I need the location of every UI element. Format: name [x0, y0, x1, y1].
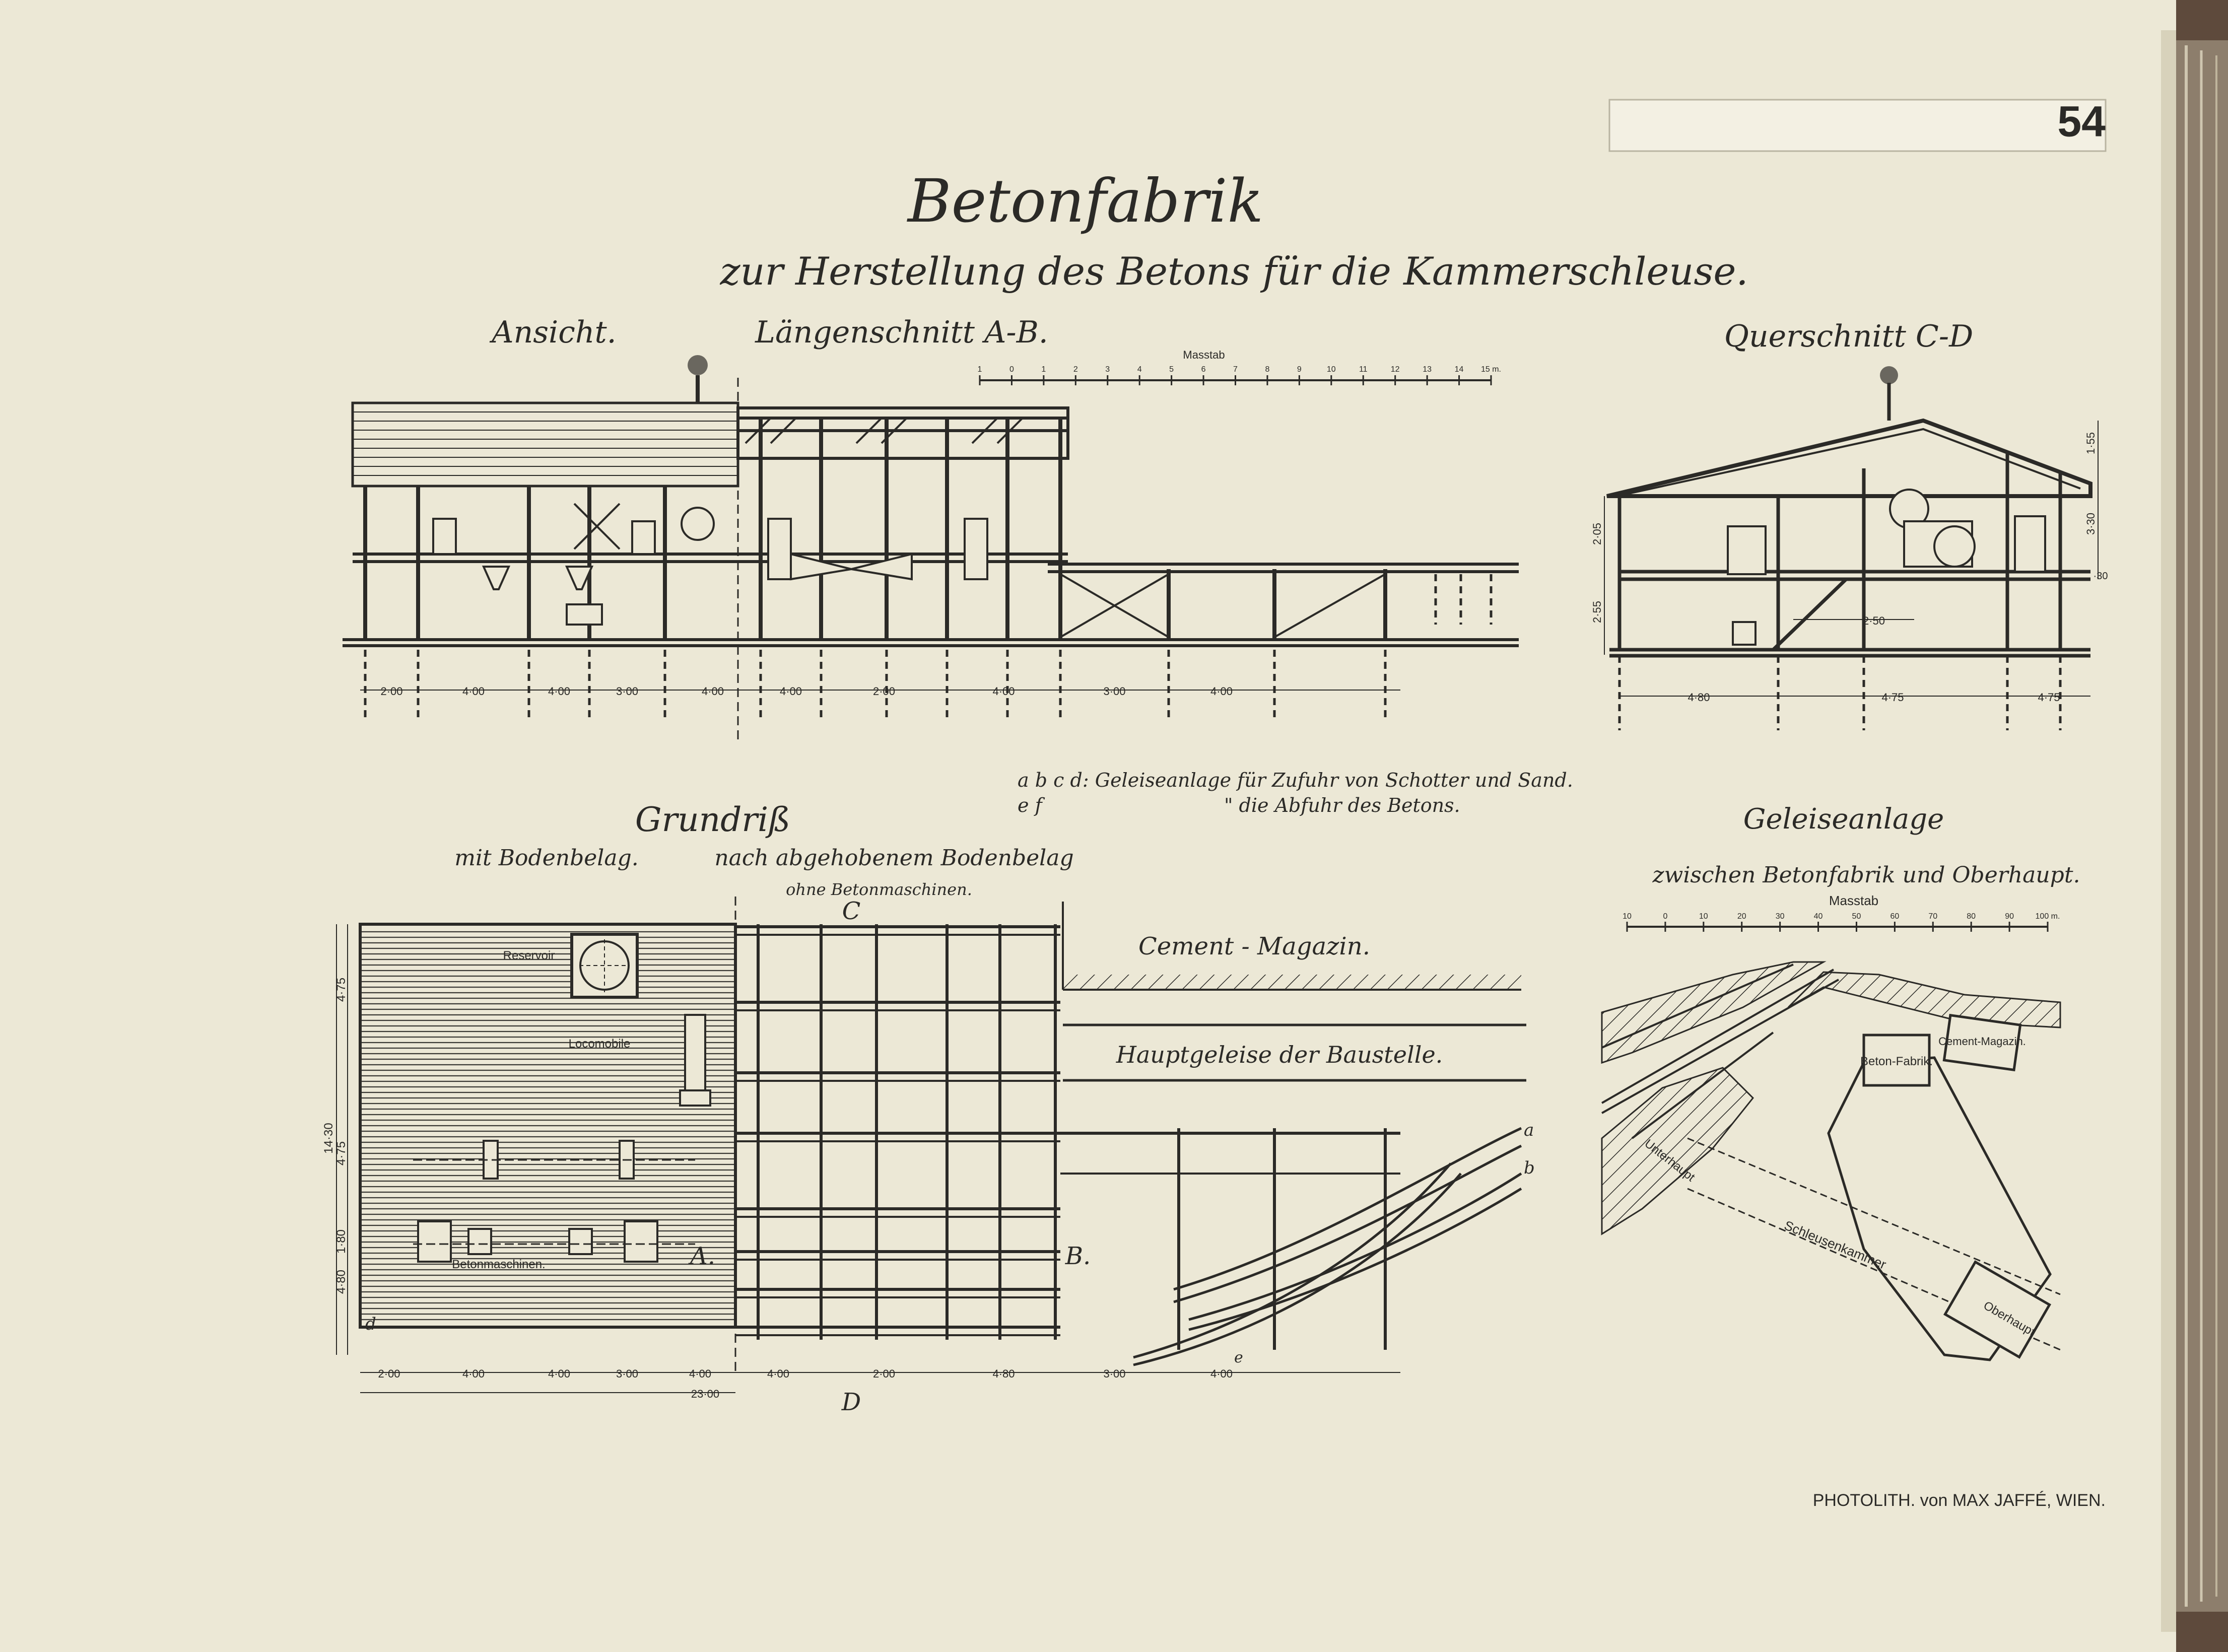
elevation-dimension-label: 4·00 — [701, 685, 724, 698]
section-marker-c: C — [842, 897, 861, 925]
site-scale-tick: 40 — [1813, 912, 1823, 921]
cs-dim-right: 3·30 — [2084, 512, 2097, 535]
label-querschnitt: Querschnitt C-D — [1724, 319, 1974, 354]
label-nach-abgehobenem: nach abgehobenem Bodenbelag — [714, 845, 1074, 871]
site-scale-tick: 100 m. — [2035, 912, 2060, 921]
cs-dim-right: 1·55 — [2084, 432, 2097, 455]
label-laengenschnitt: Längenschnitt A-B. — [755, 315, 1048, 350]
elevation-scale-tick: 1 — [1041, 365, 1046, 374]
site-beton-fabrik-label: Beton-Fabrik. — [1860, 1055, 1933, 1068]
plate-title: Betonfabrik — [907, 166, 1264, 236]
site-scale-tick: 10 — [1623, 912, 1632, 921]
elevation-scale-label: Masstab — [1183, 349, 1225, 361]
site-oberhaupt-label: Oberhaupt — [1981, 1298, 2038, 1339]
plan-dim-left: 4·75 — [334, 1141, 348, 1166]
site-scale-tick: 10 — [1699, 912, 1708, 921]
elevation-scale-tick: 2 — [1073, 365, 1078, 374]
plan-dim-bottom: 2·00 — [378, 1367, 400, 1380]
site-scale-tick: 50 — [1852, 912, 1861, 921]
label-ohne-betonmaschinen: ohne Betonmaschinen. — [786, 880, 972, 899]
plan-dim-left: 4·75 — [334, 977, 348, 1002]
track-label-a: a — [1524, 1120, 1534, 1140]
elevation-scale-tick: 7 — [1233, 365, 1238, 374]
plate-subtitle: zur Herstellung des Betons für die Kammerschleuse. — [720, 249, 1748, 294]
elevation-scale-tick: 10 — [1326, 365, 1336, 374]
page-number-box — [1609, 97, 2106, 151]
plan-dim-bottom: 4·00 — [767, 1367, 790, 1380]
elevation-scale-tick: 15 m. — [1480, 365, 1502, 374]
site-scale-label: Masstab — [1829, 893, 1879, 908]
cs-dim-bottom: 4·75 — [1881, 691, 1904, 704]
site-scale-tick: 70 — [1928, 912, 1938, 921]
plan-dim-bottom: 4·00 — [462, 1367, 485, 1380]
elevation-scale-tick: 0 — [1009, 365, 1014, 374]
site-scale-tick: 0 — [1663, 912, 1668, 921]
plan-dim-bottom: 3·00 — [616, 1367, 639, 1380]
label-ansicht: Ansicht. — [492, 315, 617, 350]
elevation-scale-tick: 13 — [1423, 365, 1432, 374]
elevation-dimension-label: 3·00 — [616, 685, 639, 698]
plan-dim-bottom: 3·00 — [1103, 1367, 1126, 1380]
elevation-dimension-label: 4·00 — [779, 685, 802, 698]
elevation-dimension-label: 4·00 — [1210, 685, 1233, 698]
elevation-scale-tick: 14 — [1454, 365, 1464, 374]
plan-cement-magazin-label: Cement - Magazin. — [1138, 932, 1370, 960]
cs-dim-bottom: 4·80 — [1687, 691, 1710, 704]
site-schleusenkammer-label: Schleusenkammer — [1782, 1217, 1888, 1272]
legend-line-1: a b c d: Geleiseanlage für Zufuhr von Schotter und Sand. — [1018, 769, 1573, 791]
elevation-dimension-label: 2·00 — [872, 685, 896, 698]
site-scale-tick: 30 — [1775, 912, 1785, 921]
elevation-dimension-label: 4·00 — [462, 685, 485, 698]
label-zwischen: zwischen Betonfabrik und Oberhaupt. — [1652, 862, 2080, 888]
cs-dim-left: 2·05 — [1591, 522, 1603, 545]
site-scale-tick: 60 — [1890, 912, 1900, 921]
plan-dim-bottom: 4·00 — [1210, 1367, 1233, 1380]
legend-line-2-keys: e f — [1018, 794, 1042, 816]
label-geleiseanlage: Geleiseanlage — [1743, 803, 1944, 836]
plan-dim-bottom: 2·00 — [872, 1367, 896, 1380]
page-number: 54 — [2057, 97, 2106, 146]
legend-line-2-text: " die Abfuhr des Betons. — [1224, 794, 1460, 816]
plan-dim-left: 1·80 — [334, 1229, 348, 1254]
elevation-scale-tick: 11 — [1359, 365, 1368, 374]
cs-dim-left: 2·55 — [1591, 600, 1603, 624]
site-scale-tick: 90 — [2005, 912, 2014, 921]
cs-dim-bottom: 4·75 — [2038, 691, 2060, 704]
plan-dim-bottom: 4·80 — [992, 1367, 1015, 1380]
track-label-b: b — [1524, 1158, 1535, 1178]
label-grundriss: Grundriß — [635, 800, 791, 839]
site-unterhaupt-label: Unterhaupt — [1642, 1136, 1698, 1185]
plan-dim-left: 14·30 — [322, 1123, 335, 1154]
plan-dim-bottom: 4·00 — [689, 1367, 712, 1380]
section-marker-a: A. — [690, 1242, 715, 1270]
cs-dim-inner: 2·50 — [1862, 614, 1885, 627]
elevation-scale-tick: 6 — [1201, 365, 1206, 374]
elevation-dimension-label: 3·00 — [1103, 685, 1126, 698]
site-cement-magazin-label: Cement-Magazin. — [1938, 1035, 2026, 1048]
elevation-dimension-label: 4·00 — [992, 685, 1015, 698]
elevation-scale-tick: 8 — [1265, 365, 1270, 374]
plan-hauptgeleise-label: Hauptgeleise der Baustelle. — [1116, 1041, 1443, 1068]
elevation-scale-tick: 9 — [1297, 365, 1302, 374]
cs-dim-right: ·30 — [2093, 571, 2108, 582]
plan-dim-total: 23·00 — [691, 1388, 720, 1400]
imprint: PHOTOLITH. von MAX JAFFÉ, WIEN. — [1812, 1491, 2106, 1510]
plan-betonmaschinen-label: Betonmaschinen. — [452, 1258, 546, 1271]
track-label-e: e — [1234, 1349, 1243, 1366]
track-label-d: d — [365, 1314, 376, 1334]
elevation-dimension-label: 4·00 — [548, 685, 571, 698]
plan-dim-bottom: 4·00 — [548, 1367, 571, 1380]
section-marker-d: D — [841, 1388, 861, 1416]
label-mit-bodenbelag: mit Bodenbelag. — [454, 845, 639, 871]
plan-dim-left: 4·80 — [334, 1269, 348, 1294]
plan-locomobile-label: Locomobile — [568, 1037, 631, 1051]
site-scale-tick: 20 — [1737, 912, 1746, 921]
site-scale-tick: 80 — [1967, 912, 1976, 921]
section-marker-b: B. — [1065, 1242, 1091, 1270]
elevation-dimension-label: 2·00 — [380, 685, 403, 698]
elevation-scale-tick: 3 — [1105, 365, 1110, 374]
elevation-scale-tick: 4 — [1137, 365, 1142, 374]
elevation-scale-tick: 12 — [1390, 365, 1400, 374]
elevation-scale-tick: 1 — [977, 365, 982, 374]
plan-reservoir-label: Reservoir — [503, 949, 555, 962]
elevation-scale-tick: 5 — [1169, 365, 1174, 374]
